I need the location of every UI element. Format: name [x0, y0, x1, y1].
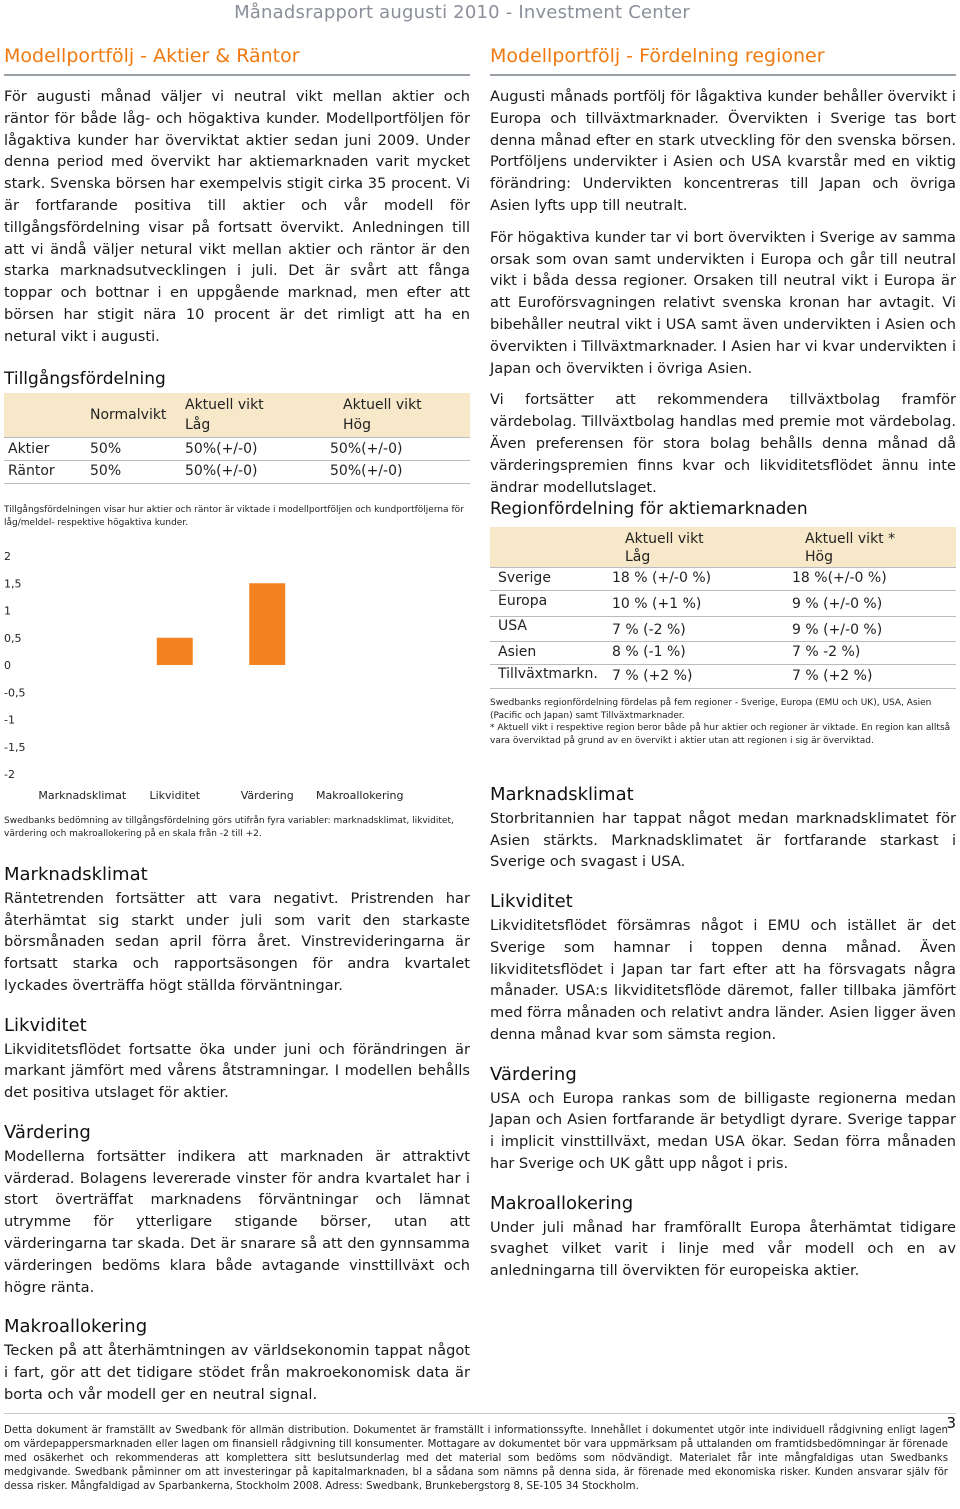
- asset-header-low-1: Aktuell vikt: [185, 397, 264, 413]
- right-section-likviditet: [490, 891, 956, 1046]
- region-row-low: 18 % (+/-0 %): [612, 570, 712, 586]
- y-tick-label: -2: [4, 768, 15, 781]
- region-row-name: Asien: [498, 644, 537, 660]
- region-row-name: Europa: [498, 593, 548, 609]
- y-tick-label: -1,5: [4, 740, 26, 754]
- chart-bars: [157, 583, 286, 665]
- model-bar-chart: [0, 540, 470, 808]
- region-row-low: 7 % (+2 %): [612, 668, 693, 684]
- y-tick-label: -0,5: [4, 686, 26, 700]
- asset-allocation-table: [4, 393, 470, 487]
- region-row-high: 9 % (+/-0 %): [792, 596, 883, 612]
- right-paragraph: För högaktiva kunder tar vi bort övervikten i Sverige av samma orsak som ovan samt undervikten i Europa och går till neutral vikt i båda dessa regioner. Orsaken till neutral vikt i Europa är att Euroförsvagningen relativt svenska kronan har avtagit. Vi bibehåller neutral vikt i USA samt även undervikten i Asien och övervikten i Tillväxtmarknader. I Asien har vi kvar undervikten i Japan och övervikten i övriga Asien.: [490, 228, 956, 377]
- region-note-1: Swedbanks regionfördelning fördelas på fem regioner - Sverige, Europa (EMU och UK), USA, Asien (Pacific och Japan) samt Tillväxtmarknader.: [490, 698, 932, 721]
- region-note-2: * Aktuell vikt i respektive region beror både på hur aktier och regioner är viktade. En region kan alltså vara överviktad på grund av en övervikt i aktier utan att regionen i sig är överviktad.: [490, 723, 951, 746]
- left-text-vardering: Modellerna fortsätter indikera att marknaden är attraktivt värderad. Bolagens levererade vinster för andra kvartalet har i stort överträffat marknadens förväntningar och lämnat utrymme för ytterligare stigande börser, utan att värderingarna tar skada. Det är snarare så att den gynnsamma värderingen bedöms klara både avtagande vinsttillväxt och högre ränta.: [4, 1147, 470, 1296]
- page-number: 3: [946, 1414, 956, 1432]
- left-section-vardering: [4, 1122, 470, 1298]
- right-heading-marknadsklimat: Marknadsklimat: [490, 784, 634, 805]
- region-row-low: 10 % (+1 %): [612, 596, 702, 612]
- asset-header-high-1: Aktuell vikt: [343, 397, 422, 413]
- left-sections: [4, 864, 470, 1406]
- chart-bar: [157, 638, 193, 665]
- asset-table-rule: [4, 437, 470, 438]
- region-table-rule: [490, 664, 956, 665]
- region-table-notes: [490, 697, 956, 747]
- x-category-label: Marknadsklimat: [38, 789, 127, 802]
- region-header-low-1: Aktuell vikt: [625, 531, 704, 547]
- asset-row-low: 50%(+/-0): [185, 441, 258, 457]
- left-heading-makroallokering: Makroallokering: [4, 1316, 148, 1338]
- right-heading-makroallokering: Makroallokering: [490, 1192, 634, 1214]
- asset-table-title: Tillgångsfördelning: [4, 369, 166, 389]
- region-table-rule: [490, 616, 956, 617]
- asset-row-name: Räntor: [8, 463, 55, 479]
- left-section-marknadsklimat: [4, 864, 470, 997]
- region-header-high-2: Hög: [805, 549, 833, 565]
- asset-row-high: 50%(+/-0): [330, 441, 403, 457]
- left-section-makroallokering: [4, 1316, 470, 1405]
- region-header-high-1: Aktuell vikt *: [805, 531, 896, 547]
- chart-x-labels: [38, 789, 403, 802]
- left-intro-paragraph: För augusti månad väljer vi neutral vikt mellan aktier och räntor för både låg- och högaktiva kunder. Modellportföljen för lågaktiva kunder har överviktat aktier sedan juni 2009. Under denna period med övervikt har aktiemarknaden varit mycket stark. Svenska börsen har exempelvis stigit cirka 35 procent. Vi är fortfarande positiva till aktier och vår modell för tillgångsfördelning visar på fortsatt övervikt. Anledningen till att vi ändå väljer netural vikt mellan aktier och räntor är den starka marknadsutvecklingen i juli. Det är svårt att fånga toppar och bottnar i en uppgående marknad, men efter att börsen har stigit nära 10 procent är det rimligt att ha en netural vikt i augusti.: [4, 88, 470, 345]
- region-table-rule: [490, 590, 956, 591]
- right-section-vardering: [490, 1064, 956, 1175]
- asset-table-rule: [4, 483, 470, 484]
- asset-row-high: 50%(+/-0): [330, 463, 403, 479]
- right-text-vardering: USA och Europa rankas som de billigaste regionerna medan Japan och Asien fortfarande är betydligt dyrare. Sverige tappar i implicit vinsttillväxt, medan USA ökar. Sedan förra månaden har Sverige och UK gått upp något i pris.: [490, 1089, 956, 1172]
- asset-row-normal: 50%: [90, 463, 122, 479]
- right-text-likviditet: Likviditetsflödet försämras något i EMU och istället är det Sverige som hamnar i toppen denna månad. Även likviditetsflödet i Japan tar fart efter att ha försvagats några månader. USA:s likviditetsflöde däremot, faller tillbaka jämfört med förra månaden och relativt andra länder. Asien ligger även denna månad kvar som sämsta region.: [490, 916, 956, 1043]
- right-text-makroallokering: Under juli månad har framförallt Europa återhämtat tidigare svaghet vilket varit i linje med vår modell och en av anledningarna till övervikten för europeiska aktier.: [490, 1218, 956, 1280]
- right-section-marknadsklimat: [490, 784, 956, 873]
- y-tick-label: 1: [4, 604, 11, 618]
- right-heading-likviditet: Likviditet: [490, 891, 573, 913]
- left-title-rule: [4, 74, 470, 76]
- left-text-likviditet: Likviditetsflödet fortsatte öka under juni och förändringen är markant jämfört med vårens åtstramningar. I modellen behålls det positiva utslaget för aktier.: [4, 1040, 470, 1102]
- asset-row-normal: 50%: [90, 441, 122, 457]
- region-row-high: 7 % -2 %): [792, 644, 861, 660]
- asset-header-low-2: Låg: [185, 417, 211, 433]
- footer-disclaimer: Detta dokument är framställt av Swedbank för allmän distribution. Dokumentet är framställt i informationssyfte. Innehållet i dokumentet utgör inte individuell rådgivning enligt lagen om värdepappersmarknaden eller lagen om finansiell rådgivning till konsumenter. Mottagare av dokumentet bör vara uppmärksam på uttalanden om framtidsbedömningar är förenade med osäkerhet och rekommenderas att komplettera sitt beslutsunderlag med det material som bedöms som nödvändigt. Materialet får inte mångfaldigas utan Swedbanks medgivande. Swedbank påminner om att investeringar på kapitalmarknaden, bl a sådana som nämns på denna sida, är förenade med ekonomiska risker. Kunden ansvarar själv för dessa risker. Mångfaldigad av Sparbankerna, Stockholm 2008. Adress: Swedbank, Brunkebergstorg 8, SE-105 34 Stockholm.: [4, 1425, 948, 1492]
- region-row-name: USA: [498, 618, 527, 634]
- left-section-likviditet: [4, 1015, 470, 1104]
- right-section-makroallokering: [490, 1193, 956, 1282]
- region-row-high: 7 % (+2 %): [792, 668, 873, 684]
- asset-table-note: Tillgångsfördelningen visar hur aktier och räntor är viktade i modellportföljen och kundportföljerna för låg/meldel- respektive högaktiva kunder.: [4, 505, 464, 528]
- asset-table-rule: [4, 460, 470, 461]
- region-row-low: 7 % (-2 %): [612, 622, 686, 638]
- left-section-title: Modellportfölj - Aktier & Räntor: [4, 45, 300, 67]
- asset-header-normal: Normalvikt: [90, 407, 167, 423]
- left-intro-text: [4, 86, 470, 348]
- footer-rule: [4, 1413, 956, 1414]
- region-header-low-2: Låg: [625, 549, 651, 565]
- x-category-label: Värdering: [240, 789, 294, 802]
- y-tick-label: 2: [4, 550, 11, 563]
- right-paragraph: Augusti månads portfölj för lågaktiva kunder behåller övervikt i Europa och tillväxtmarknader. Övervikten i Sverige tas bort denna månad efter en stark utveckling för den svenska börsen. Portföljens undervikter i Asien och USA kvarstår med en viktig förändring: Undervikten koncentreras till Japan och övriga Asien lyfts upp till neutralt.: [490, 88, 956, 214]
- region-table-rule: [490, 641, 956, 642]
- right-section-title: Modellportfölj - Fördelning regioner: [490, 45, 825, 67]
- left-heading-likviditet: Likviditet: [4, 1014, 87, 1036]
- chart-bar: [249, 583, 285, 665]
- right-text-marknadsklimat: Storbritannien har tappat något medan marknadsklimatet för Asien stärkts. Marknadsklimatet är fortfarande starkast i Sverige och svagast i USA.: [490, 809, 956, 871]
- right-heading-vardering: Värdering: [490, 1063, 577, 1085]
- region-table-rule: [490, 567, 956, 568]
- y-tick-label: 1,5: [4, 577, 22, 591]
- region-table-rule: [490, 688, 956, 689]
- region-row-high: 9 % (+/-0 %): [792, 622, 883, 638]
- asset-row-low: 50%(+/-0): [185, 463, 258, 479]
- region-table-title: Regionfördelning för aktiemarknaden: [490, 499, 808, 519]
- right-title-rule: [490, 74, 956, 76]
- x-category-label: Makroallokering: [316, 789, 404, 802]
- asset-header-high-2: Hög: [343, 417, 371, 433]
- right-sections: [490, 784, 956, 1282]
- y-tick-label: -1: [4, 713, 15, 727]
- region-row-low: 8 % (-1 %): [612, 644, 686, 660]
- y-tick-label: 0: [4, 659, 11, 672]
- asset-row-name: Aktier: [8, 441, 50, 457]
- right-paragraph: Vi fortsätter att rekommendera tillväxtbolag framför värdebolag. Tillväxtbolag handlas med premie mot värdebolag. Även preferensen för stora bolag behålls denna månad då värderingspremien finns kvar och likviditetsflödet ännu inte ändrar modellutslaget.: [490, 391, 956, 496]
- left-text-marknadsklimat: Räntetrenden fortsätter att vara negativt. Pristrenden har återhämtat sig starkt under juli som varit den starkaste börsmånaden sedan april förra året. Vinstrevideringarna är fortsatt starka och rapportsäsongen för andra kvartalet lyckades överträffa högt ställda förväntningar.: [4, 889, 470, 994]
- region-row-name: Tillväxtmarkn.: [498, 666, 598, 682]
- chart-note: Swedbanks bedömning av tillgångsfördelning görs utifrån fyra variabler: marknadsklimat, likviditet, värdering och makroallokering på en skala från -2 till +2.: [4, 816, 454, 839]
- region-row-name: Sverige: [498, 570, 551, 586]
- region-allocation-table: [490, 527, 956, 689]
- left-heading-marknadsklimat: Marknadsklimat: [4, 864, 148, 885]
- report-header-title: Månadsrapport augusti 2010 - Investment Center: [234, 2, 690, 23]
- y-tick-label: 0,5: [4, 631, 22, 645]
- left-heading-vardering: Värdering: [4, 1121, 91, 1143]
- left-text-makroallokering: Tecken på att återhämtningen av världsekonomin tappat något i fart, gör att det tidigare stödet från makroekonomisk data är borta och vår modell ger en neutral signal.: [4, 1342, 470, 1403]
- x-category-label: Likviditet: [149, 789, 201, 802]
- chart-y-ticks: [4, 550, 25, 781]
- region-row-high: 18 %(+/-0 %): [792, 570, 887, 586]
- right-intro-text: [490, 86, 956, 498]
